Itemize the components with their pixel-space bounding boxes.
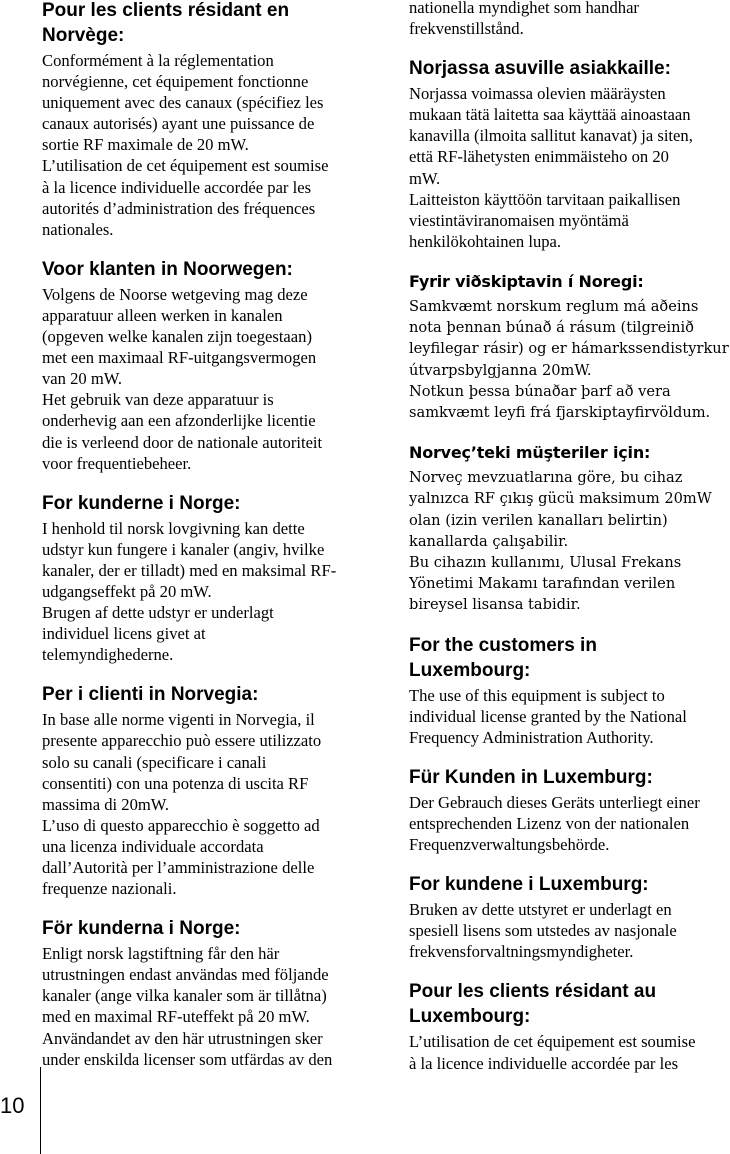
section-body: [409, 899, 729, 962]
body-line: kanaler, der er tilladt) med en maksimal RF-: [42, 560, 337, 580]
section: [409, 872, 729, 962]
body-line: henkilökohtainen lupa.: [409, 231, 562, 251]
section-body: [409, 685, 729, 748]
body-line: Frequenzverwaltungsbehörde.: [409, 835, 610, 855]
body-line: udgangseffekt på 20 mW.: [42, 581, 212, 601]
body-line: autorités d’administration des fréquences: [42, 198, 316, 218]
body-line: The use of this equipment is subject to: [409, 685, 665, 705]
body-line: van 20 mW.: [42, 369, 123, 389]
body-line: individual license granted by the National: [409, 706, 687, 726]
section-heading: [42, 682, 366, 707]
body-line: dall’Autorità per l’amministrazione delle: [42, 858, 315, 877]
section: [409, 269, 729, 423]
section: [409, 979, 729, 1073]
body-line: In base alle norme vigenti in Norvegia, il: [42, 710, 315, 730]
body-line: Bu cihazın kullanımı, Ulusal Frekans: [409, 553, 682, 571]
body-line: presente apparecchio può essere utilizzato: [42, 731, 322, 751]
body-line: mW.: [409, 168, 441, 188]
section: [409, 56, 729, 252]
body-line: samkvæmt leyfi frá fjarskiptayfirvöldum.: [409, 403, 711, 421]
body-line: spesiell lisens som utstedes av nasjonale: [409, 921, 677, 941]
heading-line: For kunderne i Norge:: [42, 492, 241, 514]
body-line: Volgens de Noorse wetgeving mag deze: [42, 284, 308, 304]
section-heading: [409, 872, 729, 897]
section-heading: [42, 0, 366, 48]
body-line: norvégienne, cet équipement fonctionne: [42, 72, 309, 92]
heading-line: Pour les clients résidant en: [42, 0, 290, 21]
body-line: kanaler (ange vilka kanaler som är tillåtna): [42, 986, 327, 1006]
section-body: [409, 1031, 729, 1073]
section-body: [42, 284, 366, 474]
section-body: [42, 518, 366, 666]
body-line: frekvenstillstånd.: [409, 19, 524, 39]
section-heading: [409, 56, 729, 81]
body-line: entsprechenden Lizenz von der nationalen: [409, 813, 690, 833]
section-heading: [409, 979, 729, 1029]
body-line: (opgeven welke kanalen zijn toegestaan): [42, 327, 312, 347]
body-line: Enligt norsk lagstiftning får den här: [42, 944, 280, 964]
body-line: Brugen af dette udstyr er underlagt: [42, 603, 274, 623]
body-line: Samkvæmt norskum reglum má aðeins: [409, 297, 699, 315]
section: [409, 633, 729, 748]
section-body: [409, 467, 729, 615]
section-heading: [409, 633, 729, 683]
heading-line: För kunderna i Norge:: [42, 918, 241, 940]
body-line: nota þennan búnað á rásum (tilgreinið: [409, 319, 694, 337]
body-line: kanallarda çalışabilir.: [409, 532, 569, 550]
body-line: kanavilla (ilmoita sallitut kanavat) ja siten,: [409, 126, 693, 146]
body-line: L’utilisation de cet équipement est soumise: [42, 156, 329, 176]
heading-line: For kundene i Luxemburg:: [409, 874, 649, 896]
left-column: [42, 0, 366, 1087]
body-line: udstyr kun fungere i kanaler (angiv, hvilke: [42, 539, 325, 559]
body-line: L’utilisation de cet équipement est soumise: [409, 1032, 696, 1052]
section-body: [42, 943, 366, 1070]
heading-line: Für Kunden in Luxemburg:: [409, 766, 653, 788]
body-line: Der Gebrauch dieses Geräts unterliegt einer: [409, 792, 700, 812]
body-line: utrustningen endast användas med följande: [42, 965, 329, 985]
body-line: Bruken av dette utstyret er underlagt en: [409, 900, 672, 920]
heading-line: Luxembourg:: [409, 659, 531, 681]
body-line: Het gebruik van deze apparatuur is: [42, 390, 274, 410]
section-heading: [409, 765, 729, 790]
body-line: apparatuur alleen werken in kanalen: [42, 305, 283, 325]
section: [409, 0, 729, 39]
body-line: nationella myndighet som handhar: [409, 0, 639, 17]
section: [42, 491, 366, 666]
section: [42, 682, 366, 899]
section-heading: [409, 269, 729, 294]
body-line: die is verleend door de nationale autoriteit: [42, 432, 323, 452]
section-heading: [42, 257, 366, 282]
body-line: yalnızca RF çıkış gücü maksimum 20mW: [409, 490, 712, 508]
page-number-divider: [40, 1067, 41, 1154]
body-line: leyfilegar rásir) og er hámarkssendistyrkur: [409, 340, 729, 358]
body-line: Yönetimi Makamı tarafından verilen: [409, 575, 676, 593]
body-line: frequenze nazionali.: [42, 879, 177, 899]
heading-line: Norjassa asuville asiakkaille:: [409, 58, 671, 80]
body-line: Norjassa voimassa olevien määräysten: [409, 84, 666, 104]
body-line: frekvensforvaltningsmyndigheter.: [409, 942, 634, 962]
heading-line: Pour les clients résidant au: [409, 981, 657, 1003]
section-body: [409, 296, 729, 423]
body-line: Notkun þessa búnaðar þarf að vera: [409, 382, 671, 400]
body-line: canaux autorisés) ayant une puissance de: [42, 114, 315, 134]
body-line: solo su canali (specificare i canali: [42, 752, 267, 772]
section: [42, 916, 366, 1070]
heading-line: Norveç’teki müşteriler için:: [409, 443, 651, 463]
body-line: útvarpsbylgjanna 20mW.: [409, 361, 592, 379]
section-heading: [409, 440, 729, 465]
body-line: bireysel lisansa tabidir.: [409, 596, 581, 614]
body-line: à la licence individuelle accordée par les: [409, 1053, 679, 1073]
body-line: olan (izin verilen kanalları belirtin): [409, 511, 668, 529]
body-line: Norveç mevzuatlarına göre, bu cihaz: [409, 469, 683, 487]
body-line: voor frequentiebeheer.: [42, 453, 192, 473]
heading-line: Fyrir viðskiptavin í Noregi:: [409, 271, 644, 291]
body-line: una licenza individuale accordata: [42, 836, 264, 856]
body-line: Conformément à la réglementation: [42, 51, 274, 70]
body-line: sortie RF maximale de 20 mW.: [42, 135, 249, 155]
section-heading: [42, 491, 366, 516]
section-heading: [42, 916, 366, 941]
heading-line: Per i clienti in Norvegia:: [42, 684, 259, 706]
section-body: [42, 50, 366, 240]
section-body: [42, 709, 366, 899]
body-line: med en maximal RF-uteffekt på 20 mW.: [42, 1007, 310, 1027]
heading-line: For the customers in: [409, 634, 597, 656]
body-line: telemyndighederne.: [42, 645, 174, 665]
page-number: 10: [0, 1093, 25, 1118]
body-line: individuel licens givet at: [42, 624, 206, 644]
body-line: consentiti) con una potenza di uscita RF: [42, 773, 309, 793]
section: [42, 0, 366, 240]
section: [42, 257, 366, 474]
body-line: että RF-lähetysten enimmäisteho on 20: [409, 147, 669, 167]
body-line: nationales.: [42, 219, 114, 239]
body-line: viestintäviranomaisen myöntämä: [409, 210, 629, 230]
section-body: [409, 792, 729, 855]
heading-line: Voor klanten in Noorwegen:: [42, 258, 293, 280]
body-line: à la licence individuelle accordée par les: [42, 177, 312, 197]
section-body: [409, 0, 729, 39]
section: [409, 765, 729, 855]
body-line: massima di 20mW.: [42, 794, 170, 814]
body-line: mukaan tätä laitetta saa käyttää ainoastaan: [409, 105, 691, 125]
body-line: Användandet av den här utrustningen sker: [42, 1028, 323, 1048]
body-line: L’uso di questo apparecchio è soggetto ad: [42, 815, 320, 835]
section: [409, 440, 729, 615]
body-line: Laitteiston käyttöön tarvitaan paikallisen: [409, 189, 681, 209]
body-line: I henhold til norsk lovgivning kan dette: [42, 518, 305, 538]
body-line: under enskilda licenser som utfärdas av den: [42, 1049, 333, 1069]
body-line: met een maximaal RF-uitgangsvermogen: [42, 348, 317, 368]
body-line: Frequency Administration Authority.: [409, 727, 654, 747]
body-line: onderhevig aan een afzonderlijke licentie: [42, 411, 316, 431]
heading-line: Norvège:: [42, 25, 125, 46]
heading-line: Luxembourg:: [409, 1006, 531, 1028]
body-line: uniquement avec des canaux (spécifiez les: [42, 93, 324, 113]
section-body: [409, 83, 729, 252]
right-column: [409, 0, 729, 1091]
